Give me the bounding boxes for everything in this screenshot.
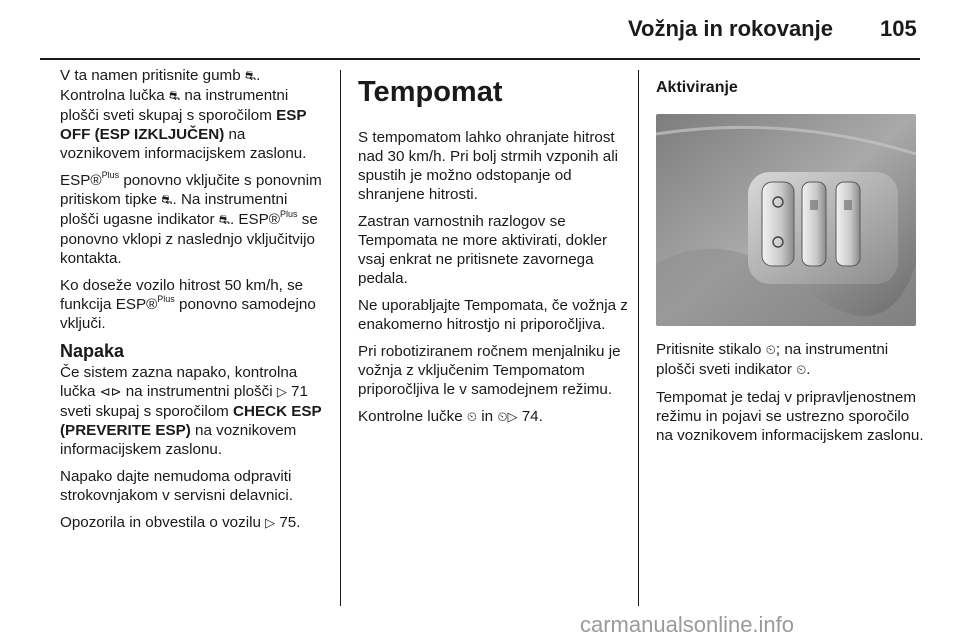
cruise-control-icon: ⏲ [497, 410, 508, 425]
paragraph-intro: S tempomatom lahko ohranjate hitrost nad 30 km/h. Pri bolj strmih vzponih ali spustih je možno odstopanje od shranjene hitrosti. [358, 129, 618, 203]
reference-arrow-icon: ▷ [265, 516, 276, 531]
reference-arrow-icon: ▷ [507, 410, 518, 425]
paragraph-esp-reactivate: ESP®$^{Plus}$ ponovno vključite s ponovnim pritiskom tipke ⛐. Na instrumentni plošči ugasne indikator ⛐. ESP®$^{Plus}$ se ponovno vklopi z naslednjo vključitvijo kontakta. [60, 169, 322, 267]
paragraph-control-lights: Kontrolne lučke ⏲ in ⏲▷ 74. [358, 408, 543, 425]
page-number: 105 [880, 16, 917, 41]
page-reference: 75. [275, 514, 301, 531]
esp-off-icon: ⛐ [244, 69, 257, 84]
watermark: carmanualsonline.info [580, 612, 795, 637]
switch-panel-illustration [656, 114, 916, 326]
esp-fault-icon: ⊲⊳ [99, 385, 122, 400]
paragraph-esp-off: V ta namen pritisnite gumb ⛐. Kontrolna lučka ⛐ na instrumentni plošči sveti skupaj s sporočilom ESP OFF (ESP IZKLJUČEN) na voznikovem informacijskem zaslonu. [60, 67, 307, 162]
right-column [656, 66, 924, 453]
heading-activation: Aktiviranje [656, 79, 738, 96]
middle-column [358, 66, 630, 435]
cruise-switch-photo [656, 114, 916, 326]
paragraph-auto-reactivate: Ko doseže vozilo hitrost 50 km/h, se funkcija ESP®$^{Plus}$ ponovno samodejno vključi. [60, 277, 316, 332]
header-divider [40, 58, 920, 60]
paragraph-safety: Zastran varnostnih razlogov se Tempomata ne more aktivirati, dokler vsaj enkrat ne pritisnete zavornega pedala. [358, 213, 608, 287]
page-reference: 71 [286, 383, 308, 400]
left-column [60, 66, 328, 541]
paragraph-warnings-ref: Opozorila in obvestila o vozilu ▷ 75. [60, 514, 301, 531]
esp-off-icon: ⛐ [161, 193, 173, 208]
message-esp-off: ESP OFF (ESP IZKLJUČEN) [60, 107, 307, 143]
heading-fault: Napaka [60, 341, 125, 361]
paragraph-robotized-gearbox: Pri robotiziranem ročnem menjalniku je vožnja z vključenim Tempomatom priporočljiva le v samodejnem režimu. [358, 343, 621, 398]
esp-off-icon: ⛐ [168, 89, 181, 104]
cruise-control-icon: ⏲ [765, 343, 776, 358]
esp-off-icon: ⛐ [218, 213, 230, 228]
column-divider-2 [638, 70, 639, 606]
reference-arrow-icon: ▷ [276, 385, 287, 400]
paragraph-service: Napako dajte nemudoma odpraviti strokovnjakom v servisni delavnici. [60, 468, 293, 504]
column-divider-1 [340, 70, 341, 606]
cruise-ready-icon: ⏲ [796, 363, 807, 378]
page-reference: 74. [517, 408, 543, 425]
paragraph-press-switch: Pritisnite stikalo ⏲; na instrumentni plošči sveti indikator ⏲. [656, 341, 889, 378]
cruise-ready-icon: ⏲ [466, 410, 478, 425]
message-check-esp: CHECK ESP (PREVERITE ESP) [60, 403, 322, 439]
paragraph-fault: Če sistem zazna napako, kontrolna lučka ⊲⊳ na instrumentni plošči ▷ 71 sveti skupaj s sporočilom CHECK ESP (PREVERITE ESP) na voznikovem informacijskem zaslonu. [60, 364, 322, 458]
chapter-title: Vožnja in rokovanje [628, 16, 833, 41]
section-title-tempomat: Tempomat [358, 76, 503, 108]
paragraph-standby: Tempomat je tedaj v pripravljenostnem režimu in pojavi se ustrezno sporočilo na voznikovem informacijskem zaslonu. [656, 389, 924, 444]
paragraph-not-recommended: Ne uporabljajte Tempomata, če vožnja z enakomerno hitrostjo ni priporočljiva. [358, 297, 628, 333]
